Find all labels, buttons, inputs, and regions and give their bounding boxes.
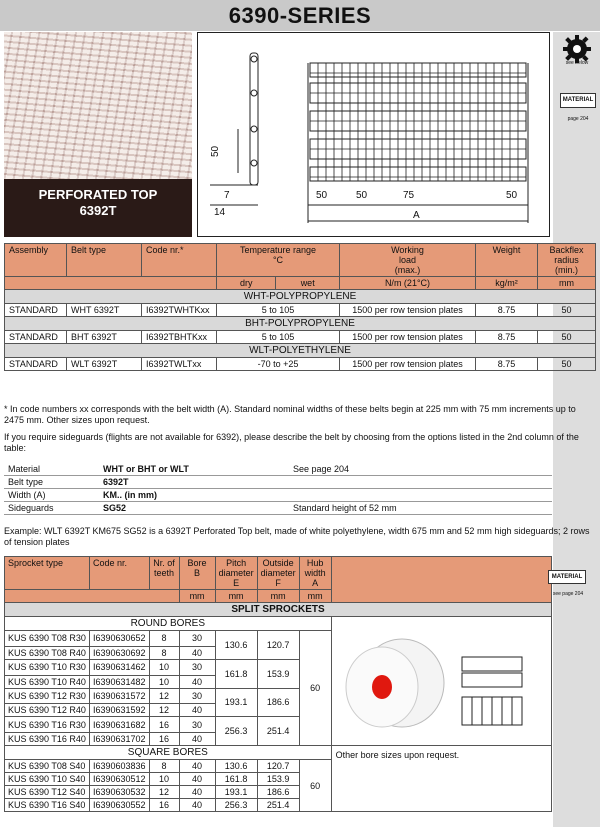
cell: I6390631592 xyxy=(90,704,150,717)
cell: I6390630552 xyxy=(90,799,150,812)
hub-cell: 60 xyxy=(299,631,331,746)
cell: STANDARD xyxy=(5,304,67,317)
cell: I6390630532 xyxy=(90,786,150,799)
cell: I6390630512 xyxy=(90,773,150,786)
example-text: Example: WLT 6392T KM675 SG52 is a 6392T Perforated Top belt, made of white polyethylene, width 675 mm and 52 mm high sideguards; 2 rows of tension plates xyxy=(4,526,590,547)
cell: STANDARD xyxy=(5,358,67,371)
option-row xyxy=(4,502,552,515)
material-page-ref: page 204 xyxy=(567,116,589,122)
cell: KUS 6390 T10 R40 xyxy=(5,675,90,688)
dim-75: 75 xyxy=(403,190,415,201)
cell: 30 xyxy=(179,631,215,647)
hub-cell: 60 xyxy=(299,760,331,812)
table-row xyxy=(5,358,596,371)
cell: KUS 6390 T08 R40 xyxy=(5,646,90,659)
bore-sub: B xyxy=(194,568,201,578)
caption-line1: PERFORATED TOP xyxy=(38,187,158,202)
cell: 256.3 xyxy=(215,717,257,746)
cell: 8 xyxy=(149,631,179,647)
side-panel xyxy=(553,32,600,827)
load-label2: load xyxy=(398,255,416,265)
sprocket-illustration xyxy=(332,617,538,743)
cell: 120.7 xyxy=(257,631,299,660)
cell: -70 to +25 xyxy=(217,358,340,371)
cell: STANDARD xyxy=(5,331,67,344)
cell: 50 xyxy=(538,358,596,371)
temp-unit: °C xyxy=(272,255,284,265)
option-label: Material xyxy=(4,463,99,476)
cell: 130.6 xyxy=(215,760,257,773)
dim-50-a: 50 xyxy=(316,190,328,201)
unit-wet: wet xyxy=(276,277,340,290)
table-row xyxy=(5,304,596,317)
cell: 10 xyxy=(149,773,179,786)
note-sideguards: If you require sideguards (flights are not available for 6392), please describe the belt by choosing from the options listed in the 2nd column of the table: xyxy=(4,432,579,453)
page-title: 6390-SERIES xyxy=(228,3,372,28)
dim-14: 14 xyxy=(214,207,226,218)
unit-mm: mm xyxy=(179,590,215,603)
cell: 30 xyxy=(179,688,215,704)
cell: 161.8 xyxy=(215,659,257,688)
unit-load: N/m (21°C) xyxy=(340,277,476,290)
option-value: KM.. (in mm) xyxy=(99,489,289,502)
dim-a: A xyxy=(413,210,420,221)
cell: 12 xyxy=(149,786,179,799)
temp-label: Temperature range xyxy=(239,245,317,255)
option-note xyxy=(289,476,552,489)
option-value: SG52 xyxy=(99,502,289,515)
outside-sub: F xyxy=(275,578,281,588)
cell: 12 xyxy=(149,688,179,704)
cell: 50 xyxy=(538,304,596,317)
cell: 10 xyxy=(149,659,179,675)
cell: 40 xyxy=(179,760,215,773)
col-teeth: Nr. of teeth xyxy=(149,557,179,590)
col-hub xyxy=(299,557,331,590)
cell: 8.75 xyxy=(476,331,538,344)
cell: WHT 6392T xyxy=(67,304,142,317)
col-code: Code nr.* xyxy=(142,244,217,277)
cell: BHT 6392T xyxy=(67,331,142,344)
option-note: Standard height of 52 mm xyxy=(289,502,552,515)
outside-label: Outside diameter xyxy=(260,558,296,578)
cell: I6392TBHTKxx xyxy=(142,331,217,344)
cell: 30 xyxy=(179,717,215,733)
cell: I6390631702 xyxy=(90,733,150,746)
dim-50-b: 50 xyxy=(356,190,368,201)
hub-sub: A xyxy=(312,578,319,588)
cell: 256.3 xyxy=(215,799,257,812)
cell: 1500 per row tension plates xyxy=(340,358,476,371)
col-backflex xyxy=(538,244,596,277)
options-table xyxy=(4,463,552,515)
image-area-head xyxy=(331,557,551,603)
square-bores-heading: SQUARE BORES xyxy=(5,746,332,760)
cell: KUS 6390 T12 R30 xyxy=(5,688,90,704)
option-row xyxy=(4,476,552,489)
cell: 120.7 xyxy=(257,760,299,773)
radius-label2: (min.) xyxy=(555,265,578,275)
col-working-load xyxy=(340,244,476,277)
cell: KUS 6390 T16 R40 xyxy=(5,733,90,746)
option-row xyxy=(4,463,552,476)
unit-blank xyxy=(5,590,180,603)
cell: I6390631572 xyxy=(90,688,150,704)
table-row xyxy=(5,331,596,344)
option-value: WHT or BHT or WLT xyxy=(99,463,289,476)
cell: KUS 6390 T10 S40 xyxy=(5,773,90,786)
cell: KUS 6390 T08 R30 xyxy=(5,631,90,647)
unit-dry: dry xyxy=(217,277,276,290)
pitch-sub: E xyxy=(233,578,240,588)
cell: 8 xyxy=(149,646,179,659)
option-label: Belt type xyxy=(4,476,99,489)
unit-mm: mm xyxy=(257,590,299,603)
option-note xyxy=(289,489,552,502)
load-label: Working xyxy=(391,245,424,255)
round-bores-heading: ROUND BORES xyxy=(5,617,332,631)
option-value: 6392T xyxy=(99,476,289,489)
col-code-nr: Code nr. xyxy=(90,557,150,590)
cell: 8.75 xyxy=(476,304,538,317)
belt-photo-texture xyxy=(4,32,192,179)
caption-line2: 6392T xyxy=(79,203,117,218)
cell: 40 xyxy=(179,773,215,786)
section-wlt: WLT-POLYETHYLENE xyxy=(5,344,596,358)
unit-mm: mm xyxy=(215,590,257,603)
col-pitch xyxy=(215,557,257,590)
cell: 12 xyxy=(149,704,179,717)
cell: 1500 per row tension plates xyxy=(340,331,476,344)
cell: 186.6 xyxy=(257,688,299,717)
cell: 153.9 xyxy=(257,659,299,688)
pitch-label: Pitch diameter xyxy=(218,558,254,578)
cell: I6390603836 xyxy=(90,760,150,773)
sprocket-material-page: see page 204 xyxy=(552,591,584,597)
dim-7: 7 xyxy=(224,190,230,201)
hub-label: Hub width xyxy=(304,558,326,578)
cell: 40 xyxy=(179,786,215,799)
cell: 40 xyxy=(179,675,215,688)
cell: 5 to 105 xyxy=(217,304,340,317)
cell: KUS 6390 T10 R30 xyxy=(5,659,90,675)
cell: WLT 6392T xyxy=(67,358,142,371)
section-wht: WHT-POLYPROPYLENE xyxy=(5,290,596,304)
cell: 186.6 xyxy=(257,786,299,799)
cell: 251.4 xyxy=(257,799,299,812)
cell: 8 xyxy=(149,760,179,773)
cell: 130.6 xyxy=(215,631,257,660)
unit-blank xyxy=(5,277,217,290)
other-sizes-note: Other bore sizes upon request. xyxy=(331,746,551,812)
cell: 8.75 xyxy=(476,358,538,371)
cell: I6392TWLTxx xyxy=(142,358,217,371)
cell: KUS 6390 T12 S40 xyxy=(5,786,90,799)
drawing-svg xyxy=(198,33,549,236)
note-code-numbers: * In code numbers xx corresponds with the belt width (A). Standard nominal widths of these belts begin at 225 mm with 75 mm increments up to 2475 mm. Other sizes upon request. xyxy=(4,404,576,425)
cell: 193.1 xyxy=(215,688,257,717)
cell: 16 xyxy=(149,717,179,733)
see-below-label: see below xyxy=(565,60,589,66)
cell: 40 xyxy=(179,704,215,717)
cell: KUS 6390 T16 S40 xyxy=(5,799,90,812)
cell: I6390631462 xyxy=(90,659,150,675)
section-bht: BHT-POLYPROPYLENE xyxy=(5,317,596,331)
col-temperature xyxy=(217,244,340,277)
dim-50-c: 50 xyxy=(506,190,518,201)
col-bore xyxy=(179,557,215,590)
col-assembly: Assembly xyxy=(5,244,67,277)
cell: 40 xyxy=(179,733,215,746)
cell: 1500 per row tension plates xyxy=(340,304,476,317)
col-weight: Weight xyxy=(476,244,538,277)
split-sprockets-heading: SPLIT SPROCKETS xyxy=(5,603,552,617)
bore-label: Bore xyxy=(187,558,207,568)
option-label: Sideguards xyxy=(4,502,99,515)
cell: I6390630652 xyxy=(90,631,150,647)
material-badge: MATERIAL xyxy=(560,93,596,108)
technical-drawing xyxy=(197,32,550,237)
belt-spec-table xyxy=(4,243,596,371)
cell: 193.1 xyxy=(215,786,257,799)
backflex-label: Backflex xyxy=(549,245,584,255)
cell: 50 xyxy=(538,331,596,344)
cell: 40 xyxy=(179,799,215,812)
cell: 153.9 xyxy=(257,773,299,786)
option-row xyxy=(4,489,552,502)
cell: I6392TWHTKxx xyxy=(142,304,217,317)
cell: 16 xyxy=(149,799,179,812)
cell: 161.8 xyxy=(215,773,257,786)
cell: KUS 6390 T12 R40 xyxy=(5,704,90,717)
cell: 251.4 xyxy=(257,717,299,746)
cell: I6390631682 xyxy=(90,717,150,733)
unit-mm: mm xyxy=(299,590,331,603)
cell: 10 xyxy=(149,675,179,688)
cell: KUS 6390 T16 R30 xyxy=(5,717,90,733)
cell: 5 to 105 xyxy=(217,331,340,344)
cell: 40 xyxy=(179,646,215,659)
col-outside xyxy=(257,557,299,590)
cell: 30 xyxy=(179,659,215,675)
load-label3: (max.) xyxy=(394,265,421,275)
option-label: Width (A) xyxy=(4,489,99,502)
cell: I6390631482 xyxy=(90,675,150,688)
dim-50-vertical: 50 xyxy=(210,145,221,157)
sprocket-table xyxy=(4,556,552,812)
option-note: See page 204 xyxy=(289,463,552,476)
cell: KUS 6390 T08 S40 xyxy=(5,760,90,773)
unit-weight: kg/m² xyxy=(476,277,538,290)
sprocket-images xyxy=(331,617,551,746)
sprocket-material-badge: MATERIAL xyxy=(548,570,586,584)
unit-radius: mm xyxy=(538,277,596,290)
col-sprocket-type: Sprocket type xyxy=(5,557,90,590)
cell: I6390630692 xyxy=(90,646,150,659)
cell: 16 xyxy=(149,733,179,746)
photo-caption xyxy=(4,179,192,237)
radius-label: radius xyxy=(554,255,579,265)
col-belt-type: Belt type xyxy=(67,244,142,277)
